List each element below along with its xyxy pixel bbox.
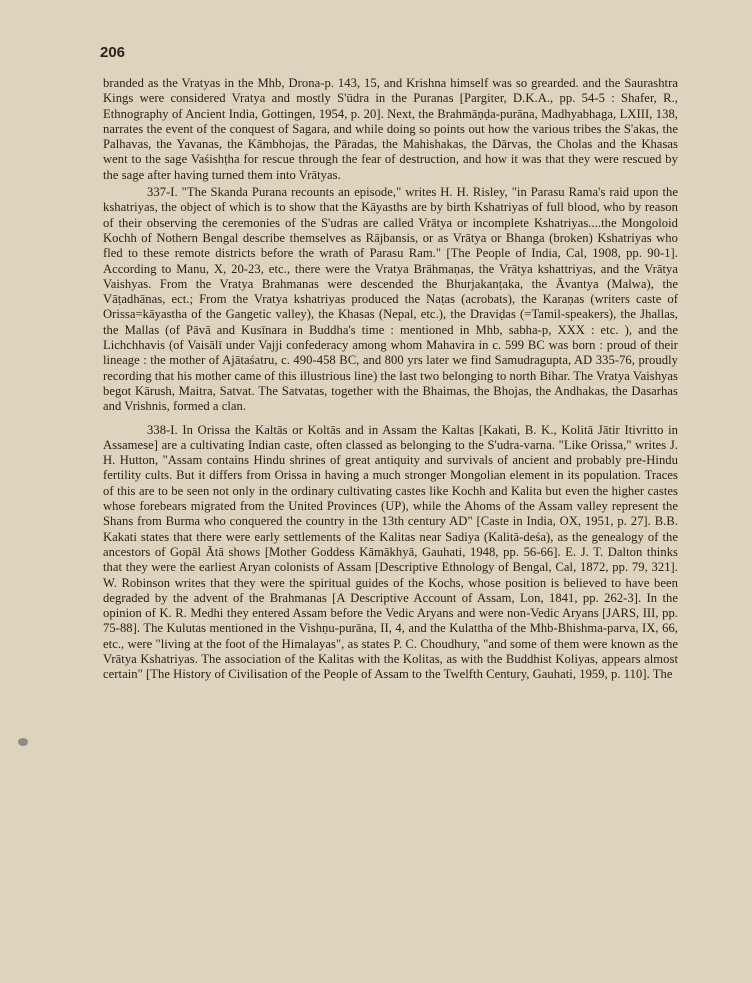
body-text — [103, 76, 678, 683]
ink-blot — [18, 738, 28, 746]
paragraph-continuation: branded as the Vratyas in the Mhb, Drona-p. 143, 15, and Krishna himself was so grearded. and the Saurashtra Kings were considered Vratya and mostly S'ūdra in the Puranas [Pargiter, D.K.A., pp. 54-5 : Shafer, R., Ethnography of Ancient India, Gottingen, 1954, p. 20]. Next, the Brahmāṇḍa-purāna, Madhyabhaga, LXIII, 138, narrates the event of the conquest of Sagara, and while doing so points out how the various tribes the S'akas, the Palhavas, the Yavanas, the Kāmbhojas, the Pāradas, the Mahishakas, the Dārvas, the Cholas and the Khasas went to the sage Vaśishṭha for rescue through the fear of destruction, and how it was that they were rescued by the sage after having turned them into Vrātyas. — [103, 76, 678, 182]
page-number: 206 — [100, 44, 126, 61]
paragraph-338: 338-I. In Orissa the Kaltās or Koltās and in Assam the Kaltas [Kakati, B. K., Kolitā Jātir Itivritto in Assamese] are a cultivating Indian caste, often classed as belonging to the S'udra-varna. "Like Orissa," writes J. H. Hutton, "Assam contains Hindu shrines of great antiquity and survivals of ancient and probably pre-Hindu fertility cults. But it differs from Orissa in having a much stronger Mongolian element in its population. Traces of this are to be seen not only in the ordinary cultivating castes like Kochh and Kalita but even the higher castes whose forebears migrated from the United Provinces (UP), while the Ahoms of the Assam valley represent the Shans from Burma who conquered the country in the 13th century AD" [Caste in India, OX, 1951, p. 27]. B.B. Kakati states that there were early settlements of the Kalitas near Sadiya (Kalitā-deśa), as the genealogy of the ancestors of Gopāl Ātā shows [Mother Goddess Kāmākhyā, Gauhati, 1948, pp. 56-66]. E. J. T. Dalton thinks that they were the earliest Aryan colonists of Assam [Descriptive Ethnology of Bengal, Cal, 1872, pp. 79, 321]. W. Robinson writes that they were the spiritual guides of the Kochs, whose position is believed to have been degraded by the advent of the Brahmanas [A Descriptive Account of Assam, Lon, 1841, pp. 262-3]. In the opinion of K. R. Medhi they entered Assam before the Vedic Aryans and were non-Vedic Aryans [JARS, III, pp. 75-88]. The Kulutas mentioned in the Vishṇu-purāna, II, 4, and the Kulattha of the Mhb-Bhishma-parva, IX, 66, etc., were "living at the foot of the Himalayas", as states P. C. Choudhury, "and some of them were known as the Vrātya Kshatriyas. The association of the Kalitas with the Kolitas, as with the Buddhist Koliyas, appears almost certain" [The History of Civilisation of the People of Assam to the Twelfth Century, Gauhati, 1959, p. 110]. The — [103, 422, 678, 682]
paragraph-337: 337-I. "The Skanda Purana recounts an episode," writes H. H. Risley, "in Parasu Rama's raid upon the kshatriyas, the object of which is to show that the Kāyasths are by birth Kshatriyas of full blood, who by reason of their observing the ceremonies of the S'udras are called Vrātya or incomplete Kshatriyas....the Mongoloid Kochh of Nothern Bengal describe themselves as Rājbansis, or as Vrātya or Bhanga (broken) Kshatriyas who fled to these remote districts before the wrath of Parasu Ram." [The People of India, Cal, 1908, pp. 90-1]. According to Manu, X, 20-23, etc., there were the Vratya Brāhmaṇas, the Vrātya kshattriyas, and the Vrātya Vaishyas. From the Vratya Brahmanas were descended the Bhurjakanṭaka, the Āvantya (Malwa), the Vāṭadhānas, ect.; From the Vratya kshatriyas produced the Naṭas (acrobats), the Karaṇas (writers caste of Orissa=kāyastha of the Gangetic valley), the Khasas (Nepal, etc.), the Draviḍas (=Tamil-speakers), the Jhallas, the Mallas (of Pāvā and Kusīnara in Buddha's time : mentioned in Mhb, sabha-p, XXX : etc. ), and the Lichchhavis (of Vaisālī under Vajji confederacy among whom Mahavira in c. 599 BC was born : proud of their lineage : the mother of Ajātaśatru, c. 490-458 BC, and 800 yrs later we find Samudragupta, AD 335-76, proudly recording that his mother came of this illustrious line) the last two belonging to north Bihar. The Vratya Vaishyas begot Kārush, Maitra, Satvat. The Satvatas, together with the Bhaimas, the Bhojas, the Andhakas, the Dasarhas and Vrishnis, formed a clan. — [103, 185, 678, 414]
